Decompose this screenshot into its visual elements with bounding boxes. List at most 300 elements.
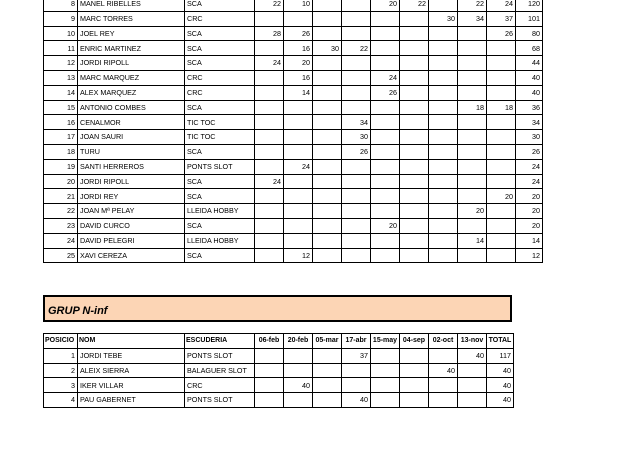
score-cell xyxy=(400,130,429,145)
name-cell: DAVID CURCO xyxy=(78,218,185,233)
position-cell: 21 xyxy=(44,189,78,204)
team-cell: CRC xyxy=(185,378,255,393)
score-cell xyxy=(342,248,371,263)
score-cell xyxy=(313,233,342,248)
position-cell: 11 xyxy=(44,41,78,56)
position-cell: 2 xyxy=(44,363,78,378)
score-cell xyxy=(342,189,371,204)
score-cell xyxy=(371,393,400,408)
score-cell xyxy=(313,363,342,378)
score-cell xyxy=(284,189,313,204)
score-cell xyxy=(255,248,284,263)
score-cell xyxy=(487,70,516,85)
table-row xyxy=(44,378,514,393)
score-cell xyxy=(255,115,284,130)
team-cell: SCA xyxy=(185,56,255,71)
score-cell xyxy=(255,11,284,26)
score-cell xyxy=(342,233,371,248)
total-cell: 26 xyxy=(516,144,543,159)
score-cell xyxy=(400,393,429,408)
name-cell: ANTONIO COMBES xyxy=(78,100,185,115)
score-cell xyxy=(284,115,313,130)
table-row xyxy=(44,11,543,26)
group-title: GRUP N-inf xyxy=(48,305,108,317)
team-cell: TIC TOC xyxy=(185,130,255,145)
position-cell: 16 xyxy=(44,115,78,130)
score-cell xyxy=(458,56,487,71)
score-cell xyxy=(429,0,458,11)
score-cell xyxy=(487,233,516,248)
score-cell xyxy=(400,26,429,41)
score-cell: 12 xyxy=(284,248,313,263)
score-cell xyxy=(313,159,342,174)
name-cell: MARC MARQUEZ xyxy=(78,70,185,85)
score-cell xyxy=(429,144,458,159)
team-cell: SCA xyxy=(185,41,255,56)
score-cell xyxy=(313,85,342,100)
score-cell xyxy=(371,144,400,159)
score-cell xyxy=(255,393,284,408)
score-cell xyxy=(255,100,284,115)
name-cell: ALEX MARQUEZ xyxy=(78,85,185,100)
score-cell: 40 xyxy=(342,393,371,408)
header-date: 02-oct xyxy=(429,334,458,349)
total-cell: 40 xyxy=(516,85,543,100)
position-cell: 23 xyxy=(44,218,78,233)
score-cell xyxy=(284,11,313,26)
score-cell xyxy=(429,70,458,85)
position-cell: 18 xyxy=(44,144,78,159)
total-cell: 36 xyxy=(516,100,543,115)
table-row xyxy=(44,233,543,248)
name-cell: MANEL RIBELLES xyxy=(78,0,185,11)
score-cell: 24 xyxy=(255,56,284,71)
score-cell xyxy=(371,159,400,174)
score-cell xyxy=(284,204,313,219)
score-cell xyxy=(255,130,284,145)
score-cell xyxy=(313,11,342,26)
score-cell xyxy=(255,70,284,85)
score-cell: 20 xyxy=(458,204,487,219)
group-header xyxy=(43,295,512,322)
score-cell xyxy=(458,174,487,189)
score-cell xyxy=(342,218,371,233)
table-row xyxy=(44,248,543,263)
name-cell: TURU xyxy=(78,144,185,159)
score-cell xyxy=(371,26,400,41)
ranking-table-top xyxy=(43,0,543,263)
name-cell: MARC TORRES xyxy=(78,11,185,26)
score-cell xyxy=(313,70,342,85)
score-cell: 10 xyxy=(284,0,313,11)
score-cell xyxy=(458,363,487,378)
name-cell: PAU GABERNET xyxy=(78,393,185,408)
position-cell: 4 xyxy=(44,393,78,408)
score-cell xyxy=(400,174,429,189)
score-cell: 22 xyxy=(342,41,371,56)
position-cell: 20 xyxy=(44,174,78,189)
team-cell: CRC xyxy=(185,70,255,85)
score-cell: 30 xyxy=(429,11,458,26)
score-cell xyxy=(313,100,342,115)
score-cell xyxy=(400,159,429,174)
score-cell: 34 xyxy=(458,11,487,26)
header-total: TOTAL xyxy=(487,334,514,349)
position-cell: 9 xyxy=(44,11,78,26)
name-cell: JOEL REY xyxy=(78,26,185,41)
team-cell: SCA xyxy=(185,144,255,159)
total-cell: 24 xyxy=(516,174,543,189)
header-date: 13-nov xyxy=(458,334,487,349)
score-cell xyxy=(429,174,458,189)
score-cell: 14 xyxy=(458,233,487,248)
score-cell xyxy=(255,144,284,159)
score-cell xyxy=(429,26,458,41)
score-cell xyxy=(429,85,458,100)
score-cell xyxy=(284,174,313,189)
table-row xyxy=(44,144,543,159)
score-cell xyxy=(284,363,313,378)
score-cell: 37 xyxy=(342,348,371,363)
score-cell: 40 xyxy=(458,348,487,363)
score-cell xyxy=(342,70,371,85)
total-cell: 40 xyxy=(487,393,514,408)
score-cell: 22 xyxy=(400,0,429,11)
score-cell xyxy=(458,218,487,233)
score-cell xyxy=(342,204,371,219)
table-row xyxy=(44,115,543,130)
score-cell xyxy=(255,204,284,219)
score-cell: 20 xyxy=(371,218,400,233)
total-cell: 20 xyxy=(516,204,543,219)
score-cell xyxy=(342,100,371,115)
total-cell: 20 xyxy=(516,189,543,204)
table-row xyxy=(44,26,543,41)
table-row xyxy=(44,70,543,85)
team-cell: SCA xyxy=(185,189,255,204)
header-date: 15-may xyxy=(371,334,400,349)
score-cell xyxy=(429,100,458,115)
team-cell: SCA xyxy=(185,26,255,41)
name-cell: JOAN Mª PELAY xyxy=(78,204,185,219)
score-cell xyxy=(487,174,516,189)
score-cell xyxy=(371,348,400,363)
score-cell xyxy=(255,363,284,378)
score-cell xyxy=(487,159,516,174)
score-cell: 24 xyxy=(284,159,313,174)
header-escuderia: ESCUDERIA xyxy=(185,334,255,349)
name-cell: CENALMOR xyxy=(78,115,185,130)
position-cell: 10 xyxy=(44,26,78,41)
table-row xyxy=(44,174,543,189)
team-cell: SCA xyxy=(185,100,255,115)
score-cell xyxy=(255,218,284,233)
score-cell: 26 xyxy=(487,26,516,41)
score-cell: 20 xyxy=(371,0,400,11)
score-cell xyxy=(487,144,516,159)
score-cell xyxy=(429,348,458,363)
score-cell xyxy=(429,41,458,56)
score-cell xyxy=(284,144,313,159)
score-cell xyxy=(342,26,371,41)
score-cell xyxy=(371,174,400,189)
score-cell xyxy=(487,130,516,145)
table-row xyxy=(44,130,543,145)
score-cell xyxy=(313,348,342,363)
total-cell: 120 xyxy=(516,0,543,11)
score-cell xyxy=(371,41,400,56)
score-cell xyxy=(255,41,284,56)
score-cell xyxy=(429,159,458,174)
score-cell xyxy=(487,41,516,56)
score-cell xyxy=(255,348,284,363)
score-cell: 22 xyxy=(458,0,487,11)
team-cell: SCA xyxy=(185,0,255,11)
score-cell xyxy=(429,130,458,145)
team-cell: BALAGUER SLOT xyxy=(185,363,255,378)
score-cell xyxy=(255,189,284,204)
total-cell: 68 xyxy=(516,41,543,56)
score-cell: 37 xyxy=(487,11,516,26)
score-cell xyxy=(458,378,487,393)
position-cell: 25 xyxy=(44,248,78,263)
score-cell xyxy=(342,0,371,11)
score-cell xyxy=(458,159,487,174)
score-cell xyxy=(284,130,313,145)
score-cell: 40 xyxy=(429,363,458,378)
score-cell xyxy=(400,363,429,378)
team-cell: PONTS SLOT xyxy=(185,393,255,408)
score-cell: 16 xyxy=(284,70,313,85)
score-cell xyxy=(313,56,342,71)
position-cell: 17 xyxy=(44,130,78,145)
name-cell: ALEIX SIERRA xyxy=(78,363,185,378)
team-cell: SCA xyxy=(185,218,255,233)
team-cell: LLEIDA HOBBY xyxy=(185,204,255,219)
score-cell xyxy=(400,85,429,100)
score-cell xyxy=(458,26,487,41)
score-cell xyxy=(342,363,371,378)
table-row xyxy=(44,0,543,11)
score-cell xyxy=(371,363,400,378)
position-cell: 13 xyxy=(44,70,78,85)
score-cell xyxy=(400,204,429,219)
score-cell xyxy=(400,189,429,204)
team-cell: CRC xyxy=(185,85,255,100)
score-cell xyxy=(458,70,487,85)
score-cell xyxy=(371,248,400,263)
table-row xyxy=(44,189,543,204)
header-nom: NOM xyxy=(78,334,185,349)
position-cell: 3 xyxy=(44,378,78,393)
score-cell xyxy=(458,248,487,263)
score-cell xyxy=(400,248,429,263)
score-cell: 14 xyxy=(284,85,313,100)
score-cell xyxy=(342,159,371,174)
position-cell: 12 xyxy=(44,56,78,71)
score-cell xyxy=(400,11,429,26)
score-cell: 24 xyxy=(371,70,400,85)
position-cell: 1 xyxy=(44,348,78,363)
total-cell: 80 xyxy=(516,26,543,41)
name-cell: ENRIC MARTINEZ xyxy=(78,41,185,56)
total-cell: 40 xyxy=(487,363,514,378)
table-row xyxy=(44,204,543,219)
score-cell xyxy=(371,378,400,393)
name-cell: JORDI REY xyxy=(78,189,185,204)
name-cell: XAVI CEREZA xyxy=(78,248,185,263)
table-row xyxy=(44,159,543,174)
score-cell xyxy=(284,100,313,115)
total-cell: 117 xyxy=(487,348,514,363)
total-cell: 44 xyxy=(516,56,543,71)
score-cell: 26 xyxy=(342,144,371,159)
score-cell xyxy=(458,393,487,408)
score-cell xyxy=(487,204,516,219)
score-cell xyxy=(284,233,313,248)
position-cell: 22 xyxy=(44,204,78,219)
table-row xyxy=(44,85,543,100)
total-cell: 40 xyxy=(487,378,514,393)
score-cell xyxy=(458,85,487,100)
score-cell xyxy=(400,144,429,159)
score-cell: 16 xyxy=(284,41,313,56)
score-cell xyxy=(371,56,400,71)
name-cell: JORDI RIPOLL xyxy=(78,174,185,189)
position-cell: 14 xyxy=(44,85,78,100)
score-cell xyxy=(371,204,400,219)
score-cell xyxy=(429,393,458,408)
total-cell: 12 xyxy=(516,248,543,263)
score-cell xyxy=(429,204,458,219)
score-cell xyxy=(400,348,429,363)
score-cell xyxy=(342,378,371,393)
score-cell xyxy=(284,218,313,233)
team-cell: SCA xyxy=(185,248,255,263)
score-cell: 18 xyxy=(458,100,487,115)
score-cell xyxy=(487,115,516,130)
score-cell xyxy=(487,218,516,233)
score-cell xyxy=(313,204,342,219)
position-cell: 8 xyxy=(44,0,78,11)
score-cell xyxy=(458,130,487,145)
team-cell: PONTS SLOT xyxy=(185,348,255,363)
score-cell xyxy=(255,85,284,100)
score-cell xyxy=(429,233,458,248)
score-cell xyxy=(458,189,487,204)
total-cell: 14 xyxy=(516,233,543,248)
score-cell xyxy=(342,174,371,189)
name-cell: JORDI TEBE xyxy=(78,348,185,363)
table-row xyxy=(44,363,514,378)
header-posicio: POSICIO xyxy=(44,334,78,349)
score-cell xyxy=(313,218,342,233)
score-cell xyxy=(487,56,516,71)
name-cell: SANTI HERREROS xyxy=(78,159,185,174)
score-cell xyxy=(429,378,458,393)
score-cell: 24 xyxy=(487,0,516,11)
score-cell xyxy=(255,159,284,174)
score-cell xyxy=(313,174,342,189)
table-row xyxy=(44,348,514,363)
score-cell xyxy=(313,115,342,130)
score-cell: 20 xyxy=(284,56,313,71)
score-cell xyxy=(342,56,371,71)
score-cell xyxy=(458,41,487,56)
score-cell xyxy=(255,378,284,393)
total-cell: 40 xyxy=(516,70,543,85)
position-cell: 19 xyxy=(44,159,78,174)
score-cell xyxy=(400,70,429,85)
score-cell: 22 xyxy=(255,0,284,11)
score-cell xyxy=(284,393,313,408)
score-cell xyxy=(313,144,342,159)
team-cell: CRC xyxy=(185,11,255,26)
total-cell: 101 xyxy=(516,11,543,26)
position-cell: 24 xyxy=(44,233,78,248)
score-cell xyxy=(342,11,371,26)
score-cell xyxy=(400,56,429,71)
total-cell: 30 xyxy=(516,130,543,145)
score-cell xyxy=(313,248,342,263)
score-cell: 40 xyxy=(284,378,313,393)
position-cell: 15 xyxy=(44,100,78,115)
table-row xyxy=(44,393,514,408)
score-cell: 26 xyxy=(284,26,313,41)
score-cell: 30 xyxy=(313,41,342,56)
name-cell: DAVID PELEGRI xyxy=(78,233,185,248)
name-cell: JORDI RIPOLL xyxy=(78,56,185,71)
table-row xyxy=(44,41,543,56)
score-cell xyxy=(371,11,400,26)
score-cell: 20 xyxy=(487,189,516,204)
team-cell: SCA xyxy=(185,174,255,189)
ranking-table-bottom xyxy=(43,333,514,408)
score-cell: 26 xyxy=(371,85,400,100)
score-cell xyxy=(313,0,342,11)
score-cell xyxy=(313,26,342,41)
score-cell xyxy=(429,189,458,204)
score-cell xyxy=(429,218,458,233)
score-cell xyxy=(313,189,342,204)
name-cell: JOAN SAURI xyxy=(78,130,185,145)
score-cell xyxy=(371,233,400,248)
score-cell xyxy=(400,233,429,248)
header-date: 20-feb xyxy=(284,334,313,349)
score-cell xyxy=(284,348,313,363)
total-cell: 24 xyxy=(516,159,543,174)
score-cell xyxy=(371,130,400,145)
score-cell xyxy=(313,393,342,408)
header-row xyxy=(44,334,514,349)
table-row xyxy=(44,56,543,71)
score-cell: 24 xyxy=(255,174,284,189)
score-cell: 34 xyxy=(342,115,371,130)
table-row xyxy=(44,100,543,115)
team-cell: TIC TOC xyxy=(185,115,255,130)
header-date: 06-feb xyxy=(255,334,284,349)
score-cell xyxy=(458,144,487,159)
score-cell xyxy=(487,85,516,100)
score-cell xyxy=(487,248,516,263)
score-cell xyxy=(458,115,487,130)
total-cell: 20 xyxy=(516,218,543,233)
score-cell xyxy=(400,115,429,130)
name-cell: IKER VILLAR xyxy=(78,378,185,393)
score-cell xyxy=(371,115,400,130)
score-cell xyxy=(313,130,342,145)
score-cell xyxy=(255,233,284,248)
